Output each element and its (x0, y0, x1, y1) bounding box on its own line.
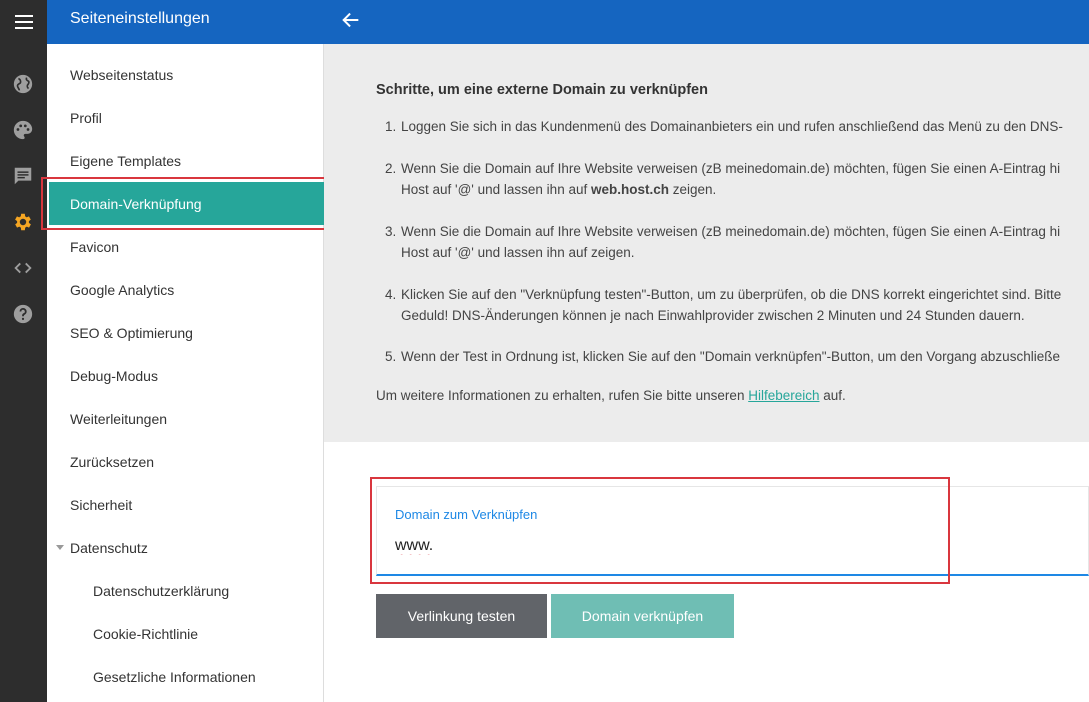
help-link[interactable]: Hilfebereich (748, 388, 820, 403)
sidebar-item-favicon[interactable]: Favicon (70, 238, 120, 255)
main-content (324, 44, 1089, 702)
instructions-panel (324, 44, 1089, 442)
step-1: 1. Loggen Sie sich in das Kundenmenü des Domainanbieters ein und rufen anschließend das Menü zu den DNS- (385, 119, 1063, 134)
test-link-button[interactable]: Verlinkung testen (376, 594, 547, 638)
sidebar-item-profil[interactable]: Profil (70, 109, 102, 126)
sidebar-item-webseitenstatus[interactable]: Webseitenstatus (70, 66, 174, 83)
globe-icon[interactable] (9, 70, 37, 98)
sidebar-item-zuruecksetzen[interactable]: Zurücksetzen (70, 453, 155, 470)
step-3: 3. Wenn Sie die Domain auf Ihre Website verweisen (zB meinedomain.de) möchten, fügen Sie einen A-Eintrag hi Host auf '@' und lassen ihn auf zeigen. (385, 224, 1061, 260)
link-domain-button[interactable]: Domain verknüpfen (551, 594, 734, 638)
settings-sidebar (47, 44, 324, 702)
sidebar-header (47, 0, 324, 44)
instructions-heading: Schritte, um eine externe Domain zu verknüpfen (376, 82, 708, 98)
sidebar-item-eigene-templates[interactable]: Eigene Templates (70, 152, 182, 169)
help-text: Um weitere Informationen zu erhalten, rufen Sie bitte unseren Hilfebereich auf. (376, 388, 846, 403)
sidebar-item-domain-verknuepfung[interactable]: Domain-Verknüpfung (49, 182, 324, 225)
caret-down-icon (56, 545, 64, 550)
sidebar-item-seo[interactable]: SEO & Optimierung (70, 324, 193, 341)
domain-field[interactable] (376, 486, 1089, 576)
sidebar-item-cookie-richtlinie[interactable]: Cookie-Richtlinie (93, 625, 199, 642)
gear-icon[interactable] (9, 208, 37, 236)
comment-icon[interactable] (9, 162, 37, 190)
menu-icon[interactable] (0, 0, 47, 44)
arrow-left-icon[interactable] (340, 9, 362, 31)
domain-input[interactable] (395, 533, 895, 559)
sidebar-item-datenschutzerklaerung[interactable]: Datenschutzerklärung (93, 582, 230, 599)
sidebar-item-sicherheit[interactable]: Sicherheit (70, 496, 133, 513)
sidebar-item-weiterleitungen[interactable]: Weiterleitungen (70, 410, 168, 427)
page-title: Seiteneinstellungen (70, 10, 210, 27)
help-icon[interactable] (9, 300, 37, 328)
sidebar-item-gesetzliche-informationen[interactable]: Gesetzliche Informationen (93, 668, 256, 685)
sidebar-item-datenschutz[interactable] (47, 526, 324, 569)
code-icon[interactable] (9, 254, 37, 282)
host-value: web.host.ch (590, 182, 669, 197)
step-5: 5. Wenn der Test in Ordnung ist, klicken Sie auf den "Domain verknüpfen"-Button, um den Vorgang abzuschließe (385, 349, 1060, 364)
step-2: 2. Wenn Sie die Domain auf Ihre Website verweisen (zB meinedomain.de) möchten, fügen Sie einen A-Eintrag hi Host auf '@' und lassen ihn auf web.host.ch zeigen. (385, 161, 1061, 197)
step-4: 4. Klicken Sie auf den "Verknüpfung testen"-Button, um zu überprüfen, ob die DNS korrekt eingerichtet sind. Bitte Geduld! DNS-Änderungen können je nach Einwahlprovider zwischen 2 Minuten und 24 Stunden dauern. (385, 287, 1062, 323)
sidebar-item-google-analytics[interactable]: Google Analytics (70, 281, 175, 298)
sidebar-item-label: Datenschutz (70, 539, 148, 556)
domain-form (324, 442, 1089, 702)
domain-field-label: Domain zum Verknüpfen (395, 507, 538, 522)
icon-rail (0, 0, 47, 702)
main-header (324, 0, 1089, 44)
sidebar-item-debug-modus[interactable]: Debug-Modus (70, 367, 158, 384)
palette-icon[interactable] (9, 116, 37, 144)
